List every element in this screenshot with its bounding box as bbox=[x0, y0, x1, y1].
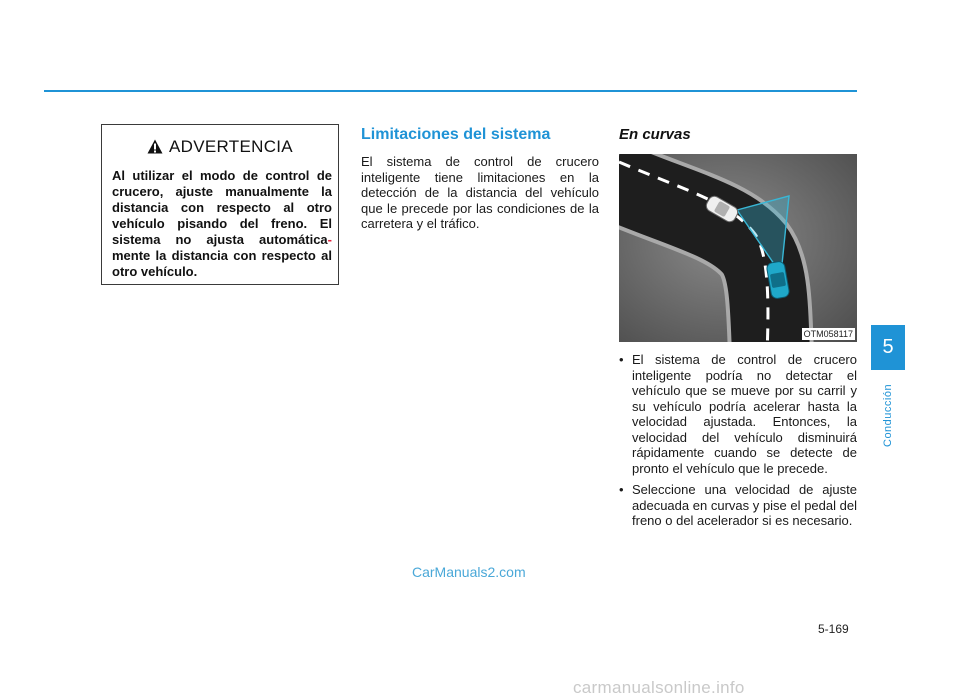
warning-title: ADVERTENCIA bbox=[169, 136, 293, 156]
warning-triangle-icon bbox=[147, 139, 163, 154]
curve-illustration bbox=[619, 154, 857, 342]
warning-hyphen: - bbox=[327, 232, 332, 247]
section-column bbox=[361, 126, 599, 232]
chapter-tab: 5 bbox=[871, 325, 905, 370]
warning-box bbox=[101, 124, 339, 285]
watermark-link[interactable]: CarManuals2.com bbox=[412, 564, 526, 580]
curve-road-image bbox=[619, 154, 857, 342]
subsection-column bbox=[619, 126, 857, 535]
warning-header bbox=[102, 125, 338, 168]
section-title: Limitaciones del sistema bbox=[361, 126, 551, 143]
subsection-title: En curvas bbox=[619, 126, 691, 143]
footer-watermark: carmanualsonline.info bbox=[573, 678, 745, 697]
list-item: • Seleccione una velocidad de ajuste adecuada en curvas y pise el pedal del freno o del acelerador si es necesario. bbox=[619, 482, 857, 529]
page-number: 5-169 bbox=[818, 622, 849, 636]
warning-text-part-b: mente la distancia con respecto al otro vehículo. bbox=[112, 248, 332, 279]
warning-text bbox=[112, 168, 332, 280]
header-rule bbox=[44, 90, 857, 92]
list-item: • El sistema de control de crucero inteligente podría no detectar el vehículo que se mueve por su carril y su vehículo podría acelerar hasta la velocidad ajustada. Entonces, la velocidad del vehículo disminuirá rápidamente cuando se detecte de pronto el vehículo que le precede. bbox=[619, 352, 857, 476]
section-paragraph: El sistema de control de crucero inteligente tiene limitaciones en la detección de la distancia del vehículo que le precede por las condiciones de la carretera y el tráfico. bbox=[361, 154, 599, 231]
bullet-list bbox=[619, 352, 857, 529]
figure-code: OTM058117 bbox=[803, 329, 853, 339]
chapter-label: Conducción bbox=[882, 383, 894, 447]
warning-text-part-a: Al utilizar el modo de control de crucero, ajuste manualmente la distancia con respecto al otro vehículo pisando del freno. El sistema no ajusta automática bbox=[112, 168, 332, 247]
